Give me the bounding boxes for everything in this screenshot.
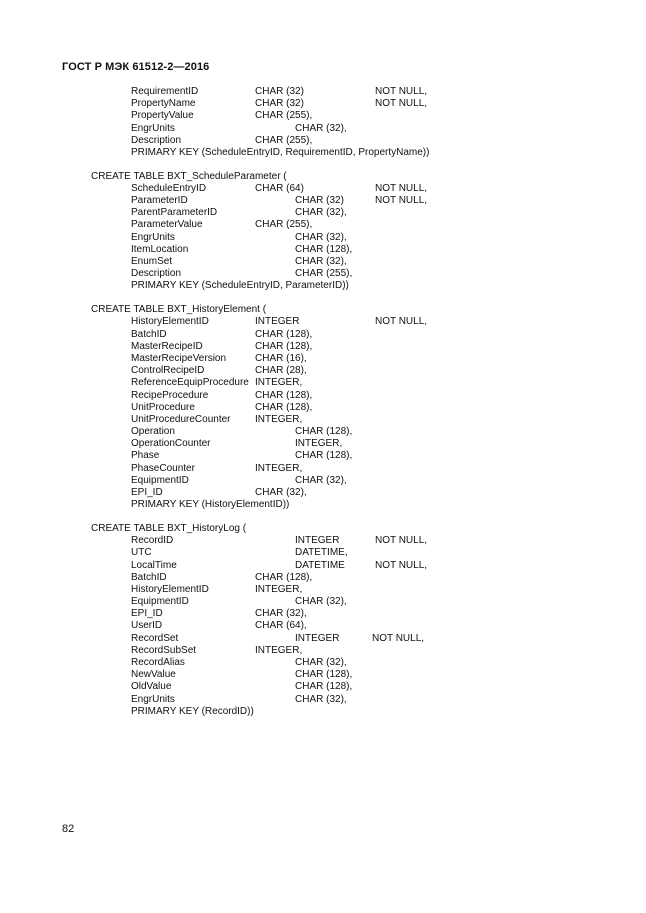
column-row [0, 669, 646, 681]
column-type: CHAR (128), [295, 426, 353, 438]
column-row [0, 681, 646, 693]
column-type: CHAR (32), [295, 596, 347, 608]
column-name: ReferenceEquipProcedure [131, 377, 249, 389]
column-name: ScheduleEntryID [131, 182, 207, 194]
sql-listing [0, 86, 646, 718]
column-row [0, 620, 646, 632]
column-type: CHAR (32) [255, 98, 304, 110]
column-row [0, 207, 646, 219]
column-row [0, 584, 646, 596]
create-table-line: CREATE TABLE BXT_HistoryElement ( [91, 304, 267, 316]
column-name: PropertyValue [131, 110, 194, 122]
column-name: ParameterID [131, 195, 188, 207]
column-name: UserID [131, 620, 163, 632]
column-type: CHAR (128), [255, 401, 313, 413]
column-name: OperationCounter [131, 438, 211, 450]
document-header: ГОСТ Р МЭК 61512-2—2016 [62, 61, 210, 73]
column-row [0, 560, 646, 572]
column-type: CHAR (32), [295, 231, 347, 243]
column-type: CHAR (255), [255, 219, 313, 231]
column-type: CHAR (128), [295, 669, 353, 681]
column-type: INTEGER, [255, 377, 303, 389]
column-row [0, 608, 646, 620]
column-type: CHAR (32), [295, 122, 347, 134]
column-type: CHAR (32), [295, 657, 347, 669]
column-name: RecipeProcedure [131, 389, 209, 401]
column-name: RecordSubSet [131, 644, 197, 656]
column-row [0, 183, 646, 195]
column-row [0, 219, 646, 231]
column-name: ParentParameterID [131, 207, 218, 219]
column-type: INTEGER, [255, 644, 303, 656]
column-type: CHAR (128), [295, 681, 353, 693]
column-row [0, 487, 646, 499]
column-name: EPI_ID [131, 608, 163, 620]
column-name: OldValue [131, 681, 172, 693]
column-name: BatchID [131, 328, 167, 340]
column-name: HistoryElementID [131, 583, 209, 595]
column-type: CHAR (128), [255, 389, 313, 401]
column-type: CHAR (255), [295, 268, 353, 280]
column-constraint: NOT NULL, [375, 98, 428, 110]
column-type: CHAR (32) [295, 195, 344, 207]
column-name: ItemLocation [131, 243, 189, 255]
column-type: INTEGER, [255, 462, 303, 474]
column-row [0, 135, 646, 147]
column-name: BatchID [131, 571, 167, 583]
column-row [0, 633, 646, 645]
primary-key-line: PRIMARY KEY (HistoryElementID)) [131, 499, 290, 511]
column-name: EquipmentID [131, 474, 189, 486]
column-row [0, 572, 646, 584]
column-row [0, 535, 646, 547]
column-row [0, 341, 646, 353]
primary-key-line: PRIMARY KEY (ScheduleEntryID, ParameterID)) [131, 280, 349, 292]
create-table-line: CREATE TABLE BXT_HistoryLog ( [91, 522, 247, 534]
column-name: UTC [131, 547, 152, 559]
column-name: UnitProcedure [131, 401, 195, 413]
column-constraint: NOT NULL, [375, 559, 428, 571]
column-row [0, 353, 646, 365]
column-type: CHAR (32), [295, 256, 347, 268]
column-name: Description [131, 268, 182, 280]
column-row [0, 365, 646, 377]
column-row [0, 645, 646, 657]
column-row [0, 547, 646, 559]
column-row [0, 110, 646, 122]
column-type: DATETIME, [295, 547, 348, 559]
column-type: CHAR (128), [295, 450, 353, 462]
column-name: RecordSet [131, 632, 179, 644]
column-type: CHAR (128), [295, 243, 353, 255]
column-row [0, 463, 646, 475]
column-type: CHAR (64), [255, 620, 307, 632]
column-row [0, 438, 646, 450]
column-row [0, 86, 646, 98]
column-row [0, 657, 646, 669]
column-name: MasterRecipeVersion [131, 352, 227, 364]
column-type: CHAR (255), [255, 134, 313, 146]
page-number: 82 [62, 823, 75, 835]
column-constraint: NOT NULL, [375, 535, 428, 547]
column-type: CHAR (128), [255, 340, 313, 352]
column-row [0, 329, 646, 341]
column-type: INTEGER [295, 535, 340, 547]
column-row [0, 475, 646, 487]
column-name: LocalTime [131, 559, 177, 571]
column-name: UnitProcedureCounter [131, 413, 231, 425]
column-name: PhaseCounter [131, 462, 195, 474]
column-name: RequirementID [131, 86, 199, 97]
column-row [0, 316, 646, 328]
column-name: EnumSet [131, 256, 173, 268]
column-type: CHAR (16), [255, 352, 307, 364]
column-constraint: NOT NULL, [375, 86, 428, 97]
column-name: ParameterValue [131, 219, 203, 231]
column-constraint: NOT NULL, [372, 632, 425, 644]
column-type: INTEGER [295, 632, 340, 644]
column-constraint: NOT NULL, [375, 316, 428, 328]
column-name: EPI_ID [131, 487, 163, 498]
column-name: PropertyName [131, 98, 196, 110]
create-table-line: CREATE TABLE BXT_ScheduleParameter ( [91, 170, 287, 182]
column-row [0, 390, 646, 402]
column-name: ControlRecipeID [131, 365, 205, 377]
column-type: CHAR (32), [255, 608, 307, 620]
column-name: HistoryElementID [131, 316, 209, 328]
column-row [0, 244, 646, 256]
column-row [0, 256, 646, 268]
column-type: INTEGER, [295, 438, 343, 450]
column-name: EngrUnits [131, 122, 175, 134]
column-type: INTEGER, [255, 583, 303, 595]
column-row [0, 694, 646, 706]
primary-key-line: PRIMARY KEY (ScheduleEntryID, RequirementID, PropertyName)) [131, 146, 430, 158]
column-type: CHAR (32), [295, 207, 347, 219]
column-name: NewValue [131, 669, 176, 681]
column-name: MasterRecipeID [131, 340, 203, 352]
column-row [0, 98, 646, 110]
column-type: CHAR (28), [255, 365, 307, 377]
column-name: RecordID [131, 535, 174, 547]
column-row [0, 123, 646, 135]
column-constraint: NOT NULL, [375, 182, 428, 194]
column-name: EquipmentID [131, 596, 189, 608]
column-type: CHAR (32), [295, 474, 347, 486]
column-type: CHAR (32) [255, 86, 304, 97]
column-row [0, 195, 646, 207]
column-name: Phase [131, 450, 160, 462]
column-name: RecordAlias [131, 657, 185, 669]
column-type: CHAR (255), [255, 110, 313, 122]
column-type: CHAR (128), [255, 328, 313, 340]
column-name: Description [131, 134, 182, 146]
column-type: CHAR (32), [255, 487, 307, 498]
column-type: CHAR (32), [295, 693, 347, 705]
column-row [0, 414, 646, 426]
column-type: DATETIME [295, 559, 345, 571]
column-type: INTEGER [255, 316, 300, 328]
column-row [0, 232, 646, 244]
column-name: EngrUnits [131, 693, 175, 705]
column-type: CHAR (128), [255, 571, 313, 583]
column-row [0, 268, 646, 280]
column-row [0, 377, 646, 389]
column-row [0, 402, 646, 414]
column-name: Operation [131, 426, 175, 438]
column-name: EngrUnits [131, 231, 175, 243]
column-row [0, 450, 646, 462]
column-constraint: NOT NULL, [375, 195, 428, 207]
column-row [0, 426, 646, 438]
column-type: INTEGER, [255, 413, 303, 425]
column-type: CHAR (64) [255, 182, 304, 194]
primary-key-line: PRIMARY KEY (RecordID)) [131, 705, 254, 717]
column-row [0, 596, 646, 608]
